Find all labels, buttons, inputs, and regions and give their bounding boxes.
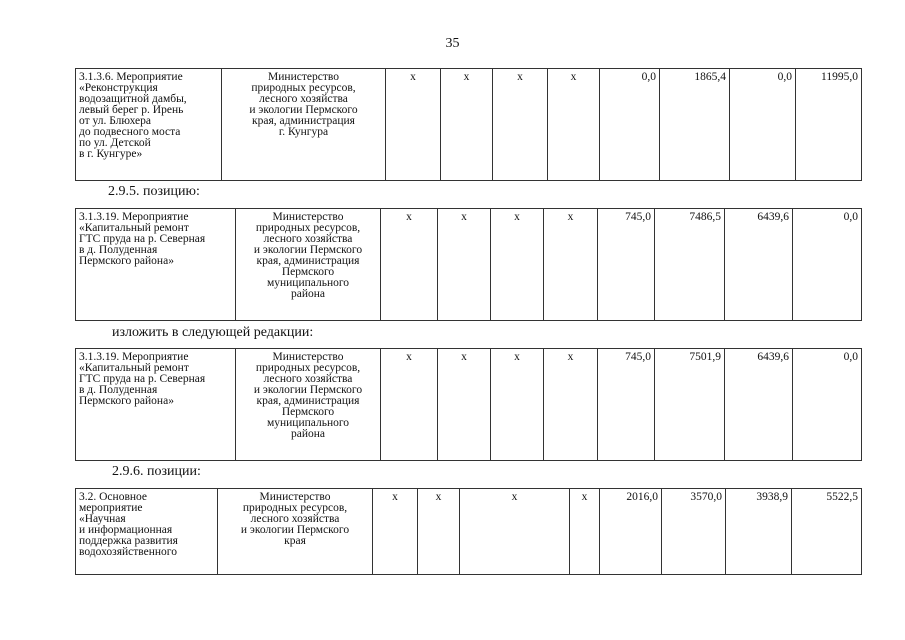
executor-cell: Министерство природных ресурсов, лесного хозяйства и экологии Пермского края, администрация Пермского муниципального района	[236, 209, 381, 321]
x-cell: х	[386, 69, 441, 181]
x-cell: х	[460, 489, 570, 575]
value-cell: 0,0	[793, 209, 862, 321]
x-cell: х	[493, 69, 548, 181]
value-cell: 3570,0	[662, 489, 726, 575]
x-cell: х	[491, 209, 544, 321]
executor-cell: Министерство природных ресурсов, лесного хозяйства и экологии Пермского края, администрация г. Кунгура	[222, 69, 386, 181]
value-cell: 6439,6	[725, 349, 793, 461]
value-cell: 1865,4	[660, 69, 730, 181]
note-edit: изложить в следующей редакции:	[112, 325, 314, 340]
value-cell: 0,0	[793, 349, 862, 461]
value-cell: 3938,9	[726, 489, 792, 575]
note-position: 2.9.5. позицию:	[108, 184, 200, 199]
x-cell: х	[548, 69, 600, 181]
executor-cell: Министерство природных ресурсов, лесного хозяйства и экологии Пермского края, администрация Пермского муниципального района	[236, 349, 381, 461]
executor-cell: Министерство природных ресурсов, лесного хозяйства и экологии Пермского края	[218, 489, 373, 575]
value-cell: 2016,0	[600, 489, 662, 575]
value-cell: 745,0	[598, 349, 655, 461]
x-cell: х	[544, 209, 598, 321]
measure-description: 3.2. Основное мероприятие «Научная и информационная поддержка развития водохозяйственного	[76, 489, 218, 575]
value-cell: 0,0	[730, 69, 796, 181]
table-block-3	[75, 348, 862, 461]
table-block-4	[75, 488, 862, 575]
x-cell: х	[438, 209, 491, 321]
measure-description: 3.1.3.19. Мероприятие «Капитальный ремонт ГТС пруда на р. Северная в д. Полуденная Пермского района»	[76, 349, 236, 461]
table-row	[76, 69, 862, 181]
x-cell: х	[441, 69, 493, 181]
x-cell: х	[418, 489, 460, 575]
value-cell: 0,0	[600, 69, 660, 181]
value-cell: 7501,9	[655, 349, 725, 461]
table-row	[76, 489, 862, 575]
table-row	[76, 349, 862, 461]
note-positions: 2.9.6. позиции:	[112, 464, 201, 479]
page-number: 35	[445, 36, 460, 51]
x-cell: х	[381, 349, 438, 461]
measure-description: 3.1.3.6. Мероприятие «Реконструкция водозащитной дамбы, левый берег р. Ирень от ул. Блюхера до подвесного моста по ул. Детской в г. Кунгуре»	[76, 69, 222, 181]
x-cell: х	[381, 209, 438, 321]
value-cell: 7486,5	[655, 209, 725, 321]
x-cell: х	[570, 489, 600, 575]
value-cell: 5522,5	[792, 489, 862, 575]
x-cell: х	[491, 349, 544, 461]
table-block-1	[75, 68, 862, 181]
x-cell: х	[438, 349, 491, 461]
table-row	[76, 209, 862, 321]
x-cell: х	[544, 349, 598, 461]
value-cell: 6439,6	[725, 209, 793, 321]
x-cell: х	[373, 489, 418, 575]
measure-description: 3.1.3.19. Мероприятие «Капитальный ремонт ГТС пруда на р. Северная в д. Полуденная Пермского района»	[76, 209, 236, 321]
table-block-2	[75, 208, 862, 321]
value-cell: 745,0	[598, 209, 655, 321]
value-cell: 11995,0	[796, 69, 862, 181]
